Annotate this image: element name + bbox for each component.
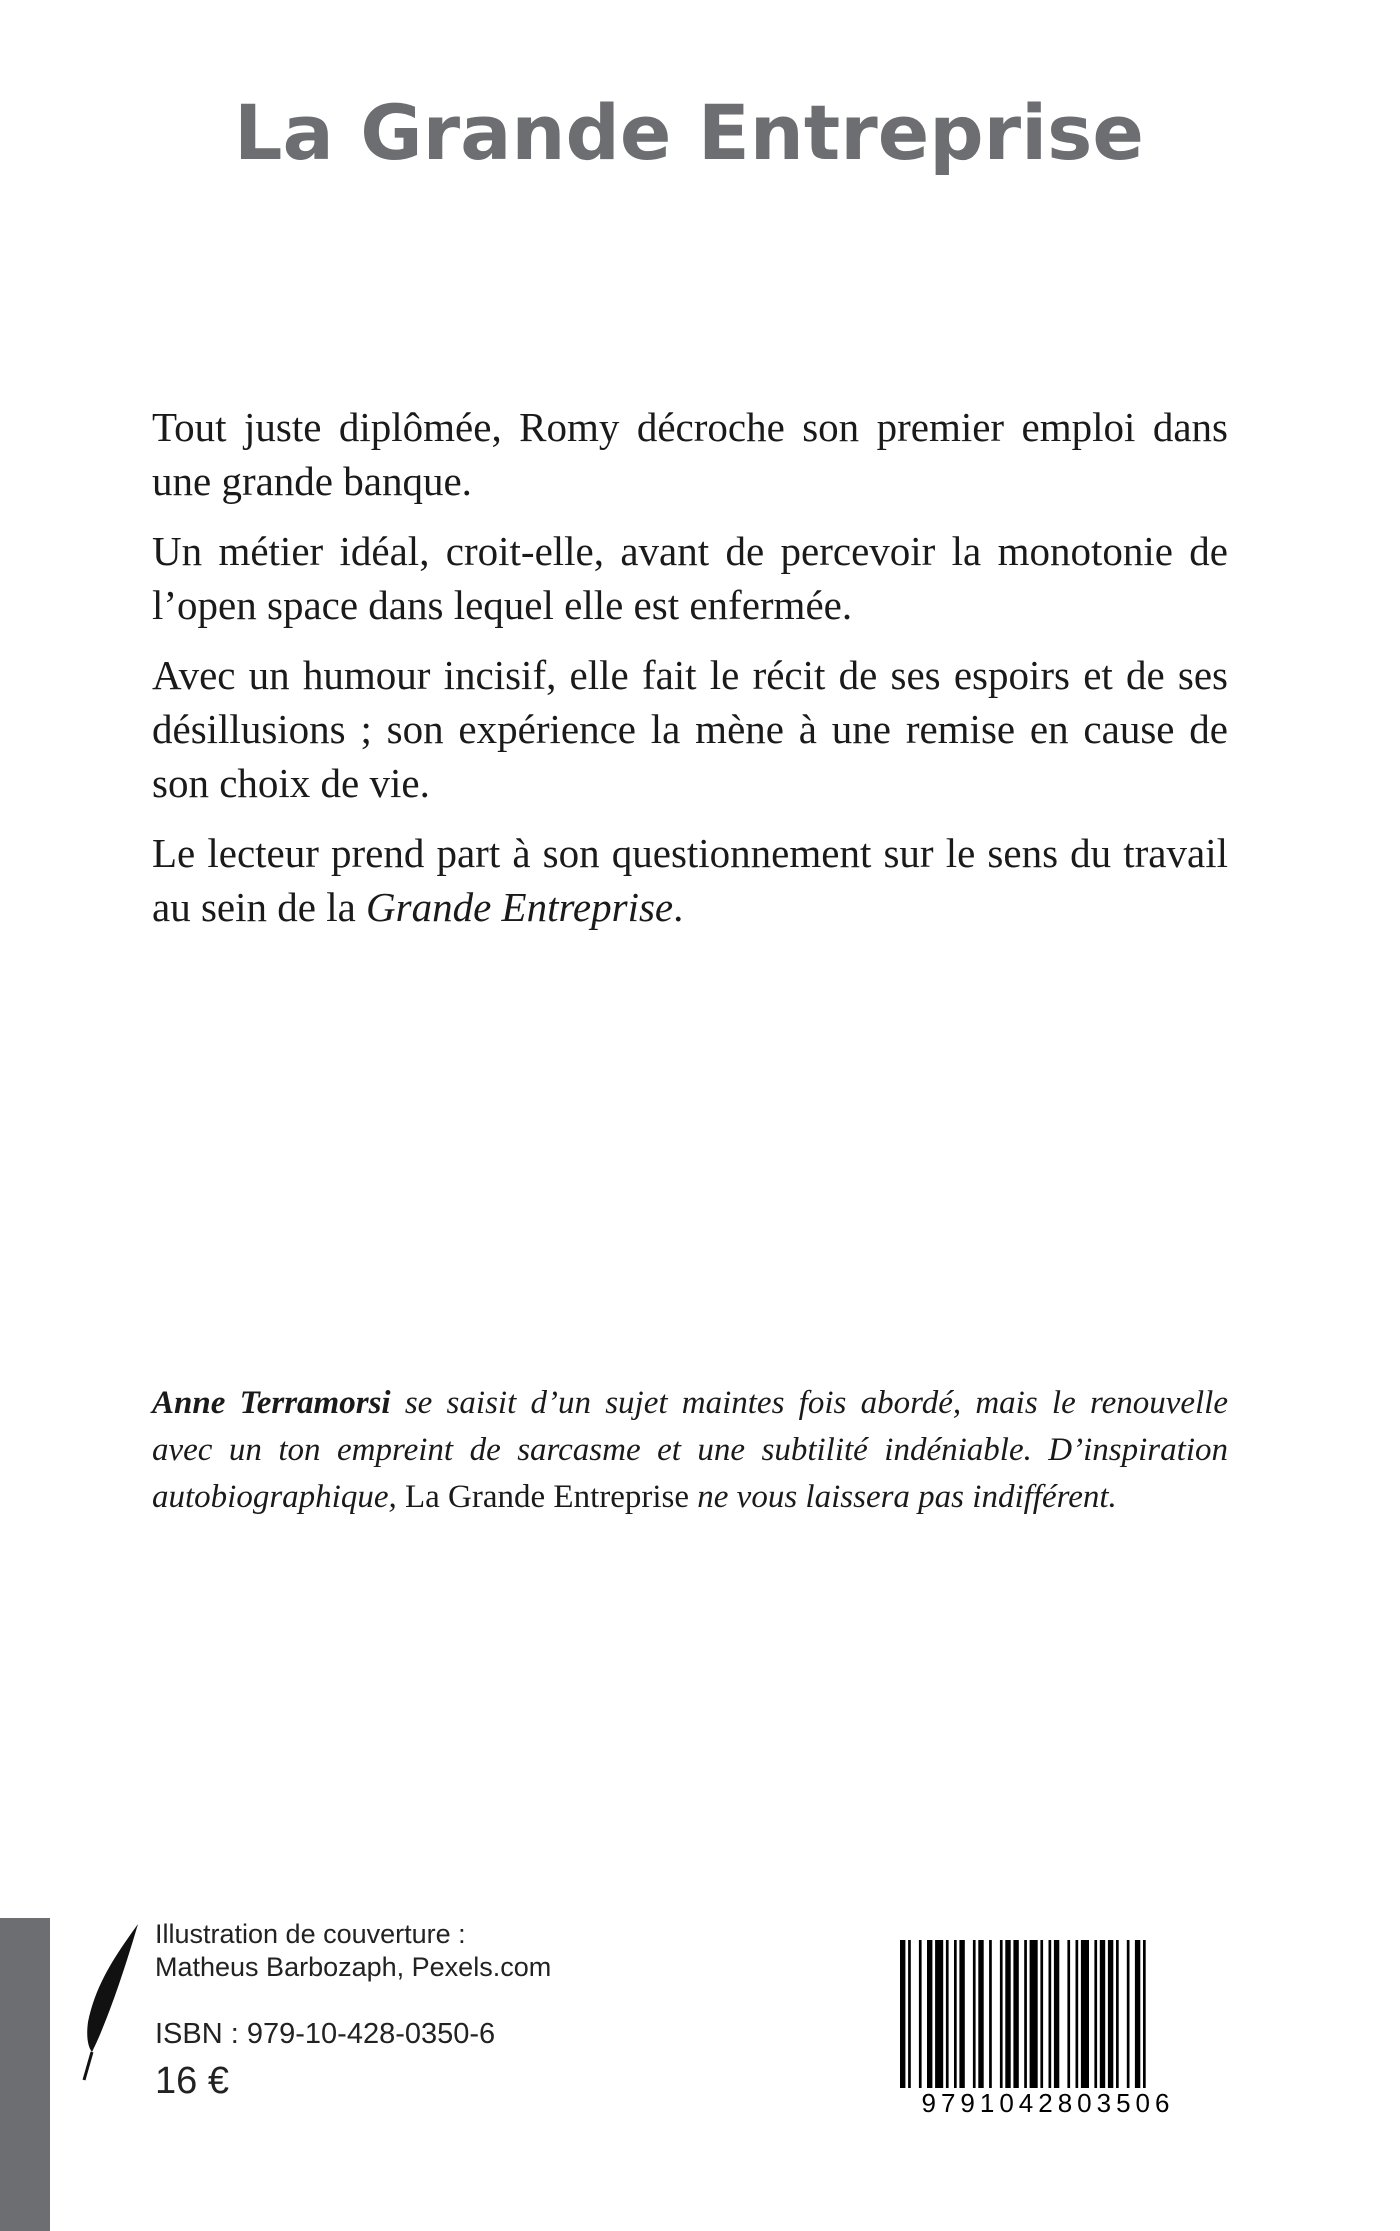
barcode-bar: [1116, 1940, 1119, 2090]
barcode-bar: [1100, 1940, 1105, 2090]
blurb-paragraph-2: Un métier idéal, croit-elle, avant de percevoir la monotonie de l’open space dans lequel elle est enfermée.: [152, 528, 1228, 628]
barcode-bar: [1005, 1940, 1010, 2090]
barcode-bar: [1024, 1940, 1027, 2090]
cover-credits: [155, 1918, 551, 1984]
credits-line-1: Illustration de couverture :: [155, 1919, 466, 1949]
blurb-p4-text: Le lecteur prend part à son questionnement sur le sens du travail au sein de la: [152, 830, 1228, 930]
author-note-book-title: La Grande Entreprise: [405, 1479, 690, 1515]
barcode-bar: [919, 1940, 922, 2090]
blurb-p4-title: Grande Entreprise: [366, 884, 674, 930]
blurb-p4-end: .: [673, 884, 684, 930]
isbn: ISBN : 979-10-428-0350-6: [155, 2018, 496, 2050]
credits-line-2: Matheus Barbozaph, Pexels.com: [155, 1952, 552, 1982]
barcode-bar: [1094, 1940, 1097, 2090]
blurb-paragraph-4: [152, 826, 1228, 934]
barcode-bar: [1143, 1940, 1146, 2090]
author-note-text-2: ne vous laissera pas indifférent.: [689, 1479, 1117, 1515]
barcode-bar: [1127, 1940, 1130, 2090]
barcode-bar: [1067, 1940, 1070, 2090]
barcode-bar: [1040, 1940, 1043, 2090]
barcode-bar: [935, 1940, 943, 2090]
barcode-bar: [954, 1940, 957, 2090]
publisher-side-bar: [0, 1918, 50, 2231]
barcode-bar: [973, 1940, 976, 2090]
barcode-bar: [900, 1940, 905, 2090]
barcode-bar: [946, 1940, 949, 2090]
barcode-bar: [1030, 1940, 1038, 2090]
blurb-paragraph-3: Avec un humour incisif, elle fait le récit de ses espoirs et de ses désillusions ; son expérience la mène à une remise en cause de son choix de vie.: [152, 652, 1228, 806]
back-cover-blurb: [152, 400, 1228, 950]
barcode-bar: [927, 1940, 932, 2090]
author-note: [152, 1380, 1228, 1521]
blurb-paragraph-1: Tout juste diplômée, Romy décroche son premier emploi dans une grande banque.: [152, 404, 1228, 504]
author-note-text-1: se saisit d’un sujet maintes fois abordé, mais le renouvelle avec un ton empreint de sarcasme et une subtilité indéniable. D’inspiration autobiographique,: [152, 1385, 1228, 1515]
barcode-bar: [1081, 1940, 1089, 2090]
book-title: La Grande Entreprise: [234, 88, 1144, 177]
feather-quill-icon: [78, 1922, 148, 2082]
price: 16 €: [155, 2060, 229, 2102]
barcode-bar: [908, 1940, 911, 2090]
barcode-bar: [1013, 1940, 1018, 2090]
barcode-bar: [1000, 1940, 1003, 2090]
barcode-bar: [989, 1940, 992, 2090]
barcode-bar: [1076, 1940, 1079, 2090]
barcode-bar: [978, 1940, 983, 2090]
barcode-bar: [1049, 1940, 1052, 2090]
barcode-bar: [1135, 1940, 1140, 2090]
barcode-bar: [959, 1940, 964, 2090]
barcode-bar: [1054, 1940, 1059, 2090]
barcode-number: 9791042803506: [878, 2088, 1218, 2119]
author-name: Anne Terramorsi: [152, 1385, 391, 1421]
barcode-bar: [1108, 1940, 1113, 2090]
